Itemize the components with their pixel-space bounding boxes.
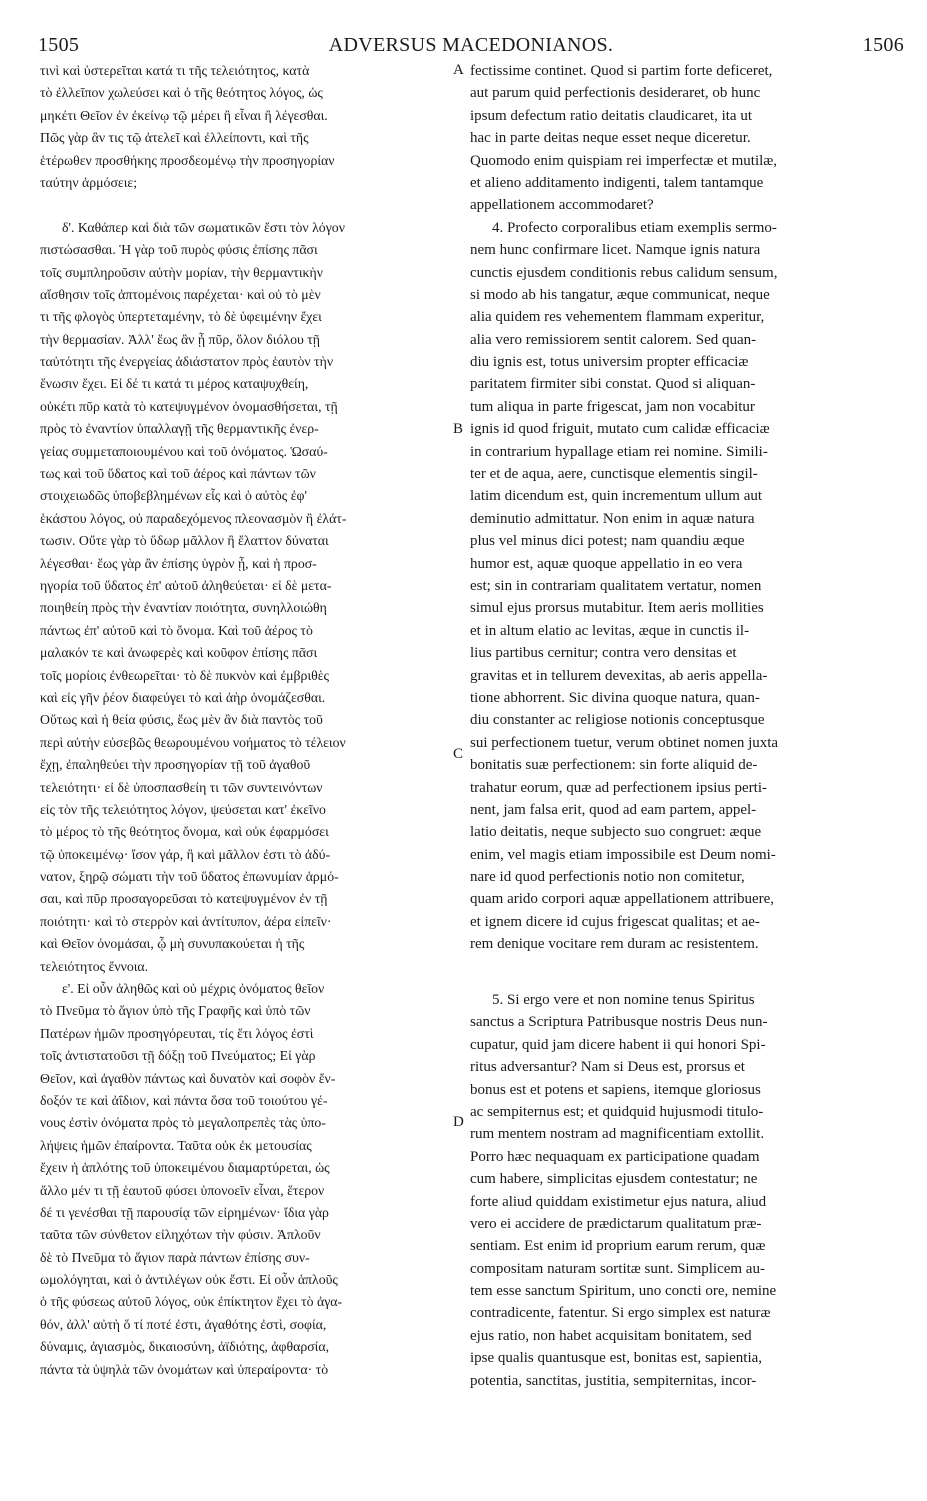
latin-text-line: appellationem accommodaret? <box>470 197 654 214</box>
greek-text-line: δ'. Καθάπερ καὶ διὰ τῶν σωματικῶν ἔστι τὸν λόγον <box>62 219 345 235</box>
greek-text-line: τοῖς ἀντιστατοῦσι τῇ δόξῃ τοῦ Πνεύματος; Εἰ γὰρ <box>40 1048 316 1064</box>
greek-text-line: ταύτην ἁρμόσειε; <box>40 174 138 190</box>
latin-text-line: ritus adversantur? Nam si Deus est, prorsus et <box>470 1059 745 1076</box>
latin-text-line: si modo ab his tangatur, æque communicat, neque <box>470 286 770 303</box>
latin-text-line: est; sin in contrariam qualitatem vertatur, nomen <box>470 577 762 594</box>
latin-text-line: humor est, aquæ quoque appellatio in eo vera <box>470 555 743 572</box>
paragraph-gap <box>40 194 458 216</box>
latin-text-line: in contrarium hypallage etiam rei nomine. Simili- <box>470 443 768 460</box>
greek-text-line: ἕνωσιν ἔχει. Εἰ δέ τι κατά τι μέρος καταψυχθείη, <box>40 376 309 392</box>
greek-text-line: θόν, ἀλλ' αὐτὴ ὅ τί ποτέ ἐστι, ἀγαθότης ἐστὶ, σοφία, <box>40 1316 327 1332</box>
greek-text-line: τελειότητι· εἰ δὲ ὑποσπασθείη τι τῶν συντεινόντων <box>40 779 323 795</box>
latin-text-line: hac in parte deitas neque esset neque diceretur. <box>470 130 751 147</box>
latin-text-line: deminutio admittatur. Non enim in aquæ natura <box>470 510 755 527</box>
latin-text-line: ignis id quod friguit, mutato cum calidæ efficaciæ <box>470 421 770 438</box>
latin-text-line: ter et de aqua, aere, cunctisque elementis singil- <box>470 466 758 483</box>
latin-text-line: potentia, sanctitas, justitia, sempiternitas, incor- <box>470 1372 757 1389</box>
greek-text-line: τοῖς μορίοις ἐνθεωρεῖται· τὸ δὲ πυκνὸν καὶ ἐμβριθὲς <box>40 667 330 683</box>
page-number-right: 1506 <box>862 34 904 56</box>
latin-text-line: trahatur eorum, quæ ad perfectionem ipsius perti- <box>470 779 767 796</box>
greek-text-line: μαλακόν τε καὶ ἀνωφερὲς καὶ κοῦφον ἐπίσης πᾶσι <box>40 645 318 661</box>
latin-text-line: bonus est et potens et sapiens, itemque gloriosus <box>470 1081 761 1098</box>
latin-text-line: bonitatis suæ perfectionem: sin forte aliquid de- <box>470 757 758 774</box>
greek-text-line: ἔχῃ, ἐπαληθεύει τὴν προσηγορίαν τῇ τοῦ ἀγαθοῦ <box>40 757 311 773</box>
section-marker-a: A <box>453 62 464 78</box>
latin-text-line: 4. Profecto corporalibus etiam exemplis sermo- <box>492 219 777 236</box>
latin-text-line: nent, jam falsa erit, quod ad eam partem, appel- <box>470 801 757 818</box>
latin-text-line: aut parum quid perfectionis desideraret, ob hunc <box>470 85 761 102</box>
greek-text-line: καὶ Θεῖον ὀνομάσαι, ᾧ μὴ συνυπακούεται ἡ τῆς <box>40 936 305 952</box>
greek-text-line: τινὶ καὶ ὑστερεῖται κατά τι τῆς τελειότητος, κατὰ <box>40 63 310 78</box>
greek-text-column <box>40 60 458 1381</box>
latin-text-line: sui perfectionem tuetur, verum obtinet nomen juxta <box>470 734 779 751</box>
greek-text-line: τὸ μέρος τὸ τῆς θεότητος ὄνομα, καὶ οὐκ ἐφαρμόσει <box>40 824 329 840</box>
greek-text-line: Πῶς γὰρ ἂν τις τῷ ἀτελεῖ καὶ ἐλλείποντι, καὶ τῆς <box>40 130 309 146</box>
latin-text-line: et ignem dicere id cujus frigescat qualitas; et ae- <box>470 913 760 930</box>
latin-text-line: Porro hæc nequaquam ex participatione quadam <box>470 1148 760 1165</box>
latin-text-line: ejus ratio, non habet acquisitam bonitatem, sed <box>470 1327 752 1344</box>
running-title: ADVERSUS MACEDONIANOS. <box>328 34 614 56</box>
latin-text-line: vero ei accidere de prædictarum qualitatum præ- <box>470 1215 762 1232</box>
latin-text-line: ipse qualis quantusque est, bonitas est, sapientia, <box>470 1350 763 1367</box>
latin-text-line: contradicente, fatentur. Si ergo simplex est naturæ <box>470 1305 771 1322</box>
latin-text-line: cum habere, simplicitas ejusdem contestatur; ne <box>470 1171 758 1188</box>
greek-text-line: περὶ αὐτὴν εὐσεβῶς θεωρουμένου νοήματος τὸ τέλειον <box>40 734 346 750</box>
greek-text-line: Οὕτως καὶ ἡ θεία φύσις, ἕως μὲν ἂν διὰ παντὸς τοῦ <box>40 712 323 728</box>
latin-text-line: latio deitatis, neque subjecto suo congruet: æque <box>470 824 762 841</box>
greek-text-line: δὲ τὸ Πνεῦμα τὸ ἅγιον παρὰ πάντων ἐπίσης συν- <box>40 1249 310 1265</box>
greek-text-line: οὐκέτι πῦρ κατὰ τὸ κατεψυγμένον ὀνομασθήσεται, τῇ <box>40 398 338 414</box>
latin-text-line: enim, vel magis etiam impossibile est Deum nomi- <box>470 846 776 863</box>
greek-text-line: δέ τι γενέσθαι τῇ παρουσίᾳ τῶν εἰρημένων· ἴδια γὰρ <box>40 1204 329 1220</box>
greek-text-line: στοιχειωδῶς ὑποβεβλημένων εἷς καὶ ὁ αὐτὸς ἐφ' <box>40 488 307 504</box>
greek-text-line: ταῦτα τῶν σύνθετον εἰληχότων τὴν φύσιν. Ἁπλοῦν <box>40 1227 321 1243</box>
latin-text-line: ac sempiternus est; et quidquid hujusmodi titulo- <box>470 1103 764 1120</box>
greek-text-line: νους ἐστὶν ὀνόματα πρὸς τὸ μεγαλοπρεπὲς τὰς ὑπο- <box>40 1115 326 1131</box>
section-marker-b: B <box>453 421 464 437</box>
latin-text-line: nare id quod perfectionis notio non comitetur, <box>470 869 745 886</box>
greek-text-line: σαι, καὶ πῦρ προσαγορεῦσαι τὸ κατεψυγμένον ἐν τῇ <box>40 891 328 907</box>
greek-text-line: τὸ Πνεῦμα τὸ ἅγιον ὑπὸ τῆς Γραφῆς καὶ ὑπὸ τῶν <box>40 1003 311 1019</box>
greek-text-line: μηκέτι Θεῖον ἐν ἐκείνῳ τῷ μέρει ἢ εἶναι ἢ λέγεσθαι. <box>40 107 328 123</box>
greek-text-line: τελειότητος ἔννοια. <box>40 958 149 974</box>
greek-text-line: ταὐτότητι τῆς ἐνεργείας ἀδιάστατον πρὸς ἑαυτὸν τὴν <box>40 354 334 370</box>
greek-text-line: νατον, ξηρῷ σώματι τὴν τοῦ ὕδατος ἐπωνυμίαν ἁρμό- <box>40 869 339 885</box>
latin-text-line: gravitas et in tellurem devexitas, ab aeris appella- <box>470 667 768 684</box>
latin-text-line: paritatem firmiter sibi constat. Quod si aliquan- <box>470 376 756 393</box>
greek-text-line: γείας συμμεταποιουμένου καὶ τοῦ ὀνόματος. Ὡσαύ- <box>40 443 328 459</box>
greek-text-line: καὶ εἰς γῆν ῥέον διαφεύγει τὸ καὶ ἀὴρ ὀνομάζεσθαι. <box>40 689 326 705</box>
latin-text-line: rem denique vocitare rem duram ac resistentem. <box>470 936 759 953</box>
latin-text-line: diu ignis est, totus universim propter efficaciæ <box>470 354 749 371</box>
section-marker-c: C <box>453 746 464 762</box>
latin-text-line: simul ejus prorsus mutabitur. Item aeris mollities <box>470 600 764 617</box>
greek-text-line: τως καὶ τοῦ ὕδατος καὶ τοῦ ἀέρος καὶ πάντων τῶν <box>40 466 316 482</box>
latin-text-line: forte aliud quiddam existimetur ejus natura, aliud <box>470 1193 767 1210</box>
greek-text-line: ἑκάστου λόγος, οὐ παραδεχόμενος πλεονασμὸν ἢ ἐλάτ- <box>40 510 347 526</box>
latin-text-line: sanctus a Scriptura Patribusque nostris Deus nun- <box>470 1014 768 1031</box>
greek-text-line: δύναμις, ἁγιασμὸς, δικαιοσύνη, ἀϊδιότης, ἀφθαρσία, <box>40 1339 330 1355</box>
latin-text-line: Quomodo enim quispiam rei imperfectæ et mutilæ, <box>470 152 778 169</box>
latin-text-line: sentiam. Est enim id proprium earum rerum, quæ <box>470 1238 766 1255</box>
greek-text-line: ποιότητι· καὶ τὸ στερρὸν καὶ ἀντίτυπον, ἀέρα εἰπεῖν· <box>40 913 332 929</box>
greek-text-line: ὁ τῆς φύσεως αὐτοῦ λόγος, οὐκ ἐπίκτητον ἔχει τὸ ἀγα- <box>40 1294 343 1310</box>
page-header <box>38 34 904 60</box>
greek-text-line: ἔχειν ἡ ἁπλότης τοῦ ὑποκειμένου διαμαρτύρεται, ὡς <box>40 1160 330 1176</box>
latin-text-line: tione abhorrent. Sic divina quoque natura, quan- <box>470 689 760 706</box>
latin-text-line: tem esse sanctum Spiritum, uno concti ore, nemine <box>470 1283 777 1300</box>
greek-text-line: πάντα τὰ ὑψηλὰ τῶν ὀνομάτων καὶ ὑπεραίροντα· τὸ <box>40 1361 329 1377</box>
greek-text-line: τοῖς συμπληροῦσιν αὐτὴν μορίαν, τὴν θερμαντικὴν <box>40 264 323 280</box>
latin-text-line: nem hunc confirmare licet. Namque ignis natura <box>470 242 761 259</box>
latin-text-line: lius partibus cernitur; contra vero densitas et <box>470 645 737 662</box>
greek-text-line: εἰς τὸν τῆς τελειότητος λόγον, ψεύσεται κατ' ἐκεῖνο <box>40 801 326 817</box>
latin-text-line: latim dicendum est, quin incrementum ullum aut <box>470 488 763 505</box>
latin-text-line: quam arido corpori aquæ appellationem attribuere, <box>470 891 775 908</box>
greek-text-line: λήψεις ἡμῶν ἐπαίροντα. Ταῦτα οὐκ ἐκ μετουσίας <box>40 1137 312 1153</box>
latin-text-line: alia vero remissiorem sentit calorem. Sed quan- <box>470 331 757 348</box>
latin-text-line: cupatur, quid jam dicere habent ii qui honori Spi- <box>470 1036 766 1053</box>
greek-text-line: Θεῖον, καὶ ἀγαθὸν πάντως καὶ δυνατὸν καὶ σοφὸν ἔν- <box>40 1070 336 1086</box>
paragraph-gap <box>470 978 894 989</box>
latin-text-line: plus vel minus dici potest; nam quandiu æque <box>470 533 745 550</box>
latin-text-line: tum aliqua in parte frigescat, jam non vocabitur <box>470 398 755 415</box>
greek-text-line: ἑτέρωθεν προσθήκης προσδεομένῳ τὴν προσηγορίαν <box>40 152 335 168</box>
paragraph-gap <box>470 956 894 978</box>
latin-text-line: ipsum defectum ratio deitatis claudicaret, ita ut <box>470 107 752 124</box>
greek-text-line: ε'. Εἰ οὖν ἀληθῶς καὶ οὐ μέχρις ὀνόματος θεῖον <box>62 981 325 997</box>
latin-text-column <box>470 60 894 1392</box>
latin-text-line: et in altum elatio ac levitas, æque in cunctis il- <box>470 622 750 639</box>
greek-text-line: λέγεσθαι· ἕως γὰρ ἂν ἐπίσης ὑγρὸν ᾖ, καὶ ἡ προσ- <box>40 555 317 571</box>
latin-text-line: et alieno additamento indigenti, talem tantamque <box>470 174 764 191</box>
page-number-left: 1505 <box>38 34 80 56</box>
latin-text-line: fectissime continet. Quod si partim forte deficeret, <box>470 63 773 79</box>
greek-text-line: Πατέρων ἡμῶν προσηγόρευται, τίς ἔτι λόγος ἐστὶ <box>40 1025 314 1041</box>
latin-text-line: 5. Si ergo vere et non nomine tenus Spiritus <box>492 992 755 1009</box>
latin-text-line: rum mentem nostram ad magnificentiam extollit. <box>470 1126 765 1143</box>
greek-text-line: ποιηθείη πρὸς τὴν ἐναντίαν ποιότητα, συνηλλοιώθη <box>40 600 327 616</box>
latin-text-line: compositam naturam sortitæ sunt. Simplicem au- <box>470 1260 765 1277</box>
greek-text-line: πιστώσασθαι. Ἡ γὰρ τοῦ πυρὸς φύσις ἐπίσης πᾶσι <box>40 242 318 258</box>
greek-text-line: ωμολόγηται, καὶ ὁ ἀντιλέγων οὐκ ἔστι. Εἰ οὖν ἁπλοῦς <box>40 1272 338 1288</box>
latin-text-line: cunctis ejusdem conditionis rebus calidum sensum, <box>470 264 778 281</box>
section-marker-d: D <box>453 1114 464 1130</box>
greek-text-line: τῷ ὑποκειμένῳ· ἴσον γάρ, ἢ καὶ μᾶλλον ἐστι τὸ ἀδύ- <box>40 846 331 862</box>
greek-text-line: ἄλλο μέν τι τῇ ἑαυτοῦ φύσει ὑπονοεῖν εἶναι, ἕτερον <box>40 1182 325 1198</box>
greek-text-line: πάντως ἐπ' αὐτοῦ καὶ τὸ ὄνομα. Καὶ τοῦ ἀέρος τὸ <box>40 622 313 638</box>
greek-text-line: ηγορία τοῦ ὕδατος ἐπ' αὐτοῦ ἀληθεύεται· εἰ δὲ μετα- <box>40 577 332 593</box>
greek-text-line: αἴσθησιν τοῖς ἁπτομένοις παρέχεται· καὶ οὐ τὸ μὲν <box>40 286 321 302</box>
latin-text-line: alia quidem res vehementem flammam experitur, <box>470 309 765 326</box>
greek-text-line: τὴν θερμασίαν. Ἀλλ' ἕως ἂν ᾖ πῦρ, ὅλον διόλου τῇ <box>40 331 321 347</box>
greek-text-line: πρὸς τὸ ἐναντίον ὑπαλλαγῇ τῆς θερμαντικῆς ἐνερ- <box>40 421 319 437</box>
greek-text-line: δοξόν τε καὶ ἀΐδιον, καὶ πάντα ὅσα τοῦ τοιούτου γέ- <box>40 1092 328 1108</box>
greek-text-line: τὸ ἐλλεῖπον χωλεύσει καὶ ὁ τῆς θεότητος λόγος, ὡς <box>40 85 323 101</box>
greek-text-line: τωσιν. Οὔτε γὰρ τὸ ὕδωρ μᾶλλον ἢ ἔλαττον δύναται <box>40 533 329 549</box>
latin-text-line: diu constanter ac religiose notionis conceptusque <box>470 712 765 729</box>
greek-text-line: τι τῆς φλογὸς ὑπερτεταμένην, τὸ δὲ ὑφειμένην ἔχει <box>40 309 322 325</box>
